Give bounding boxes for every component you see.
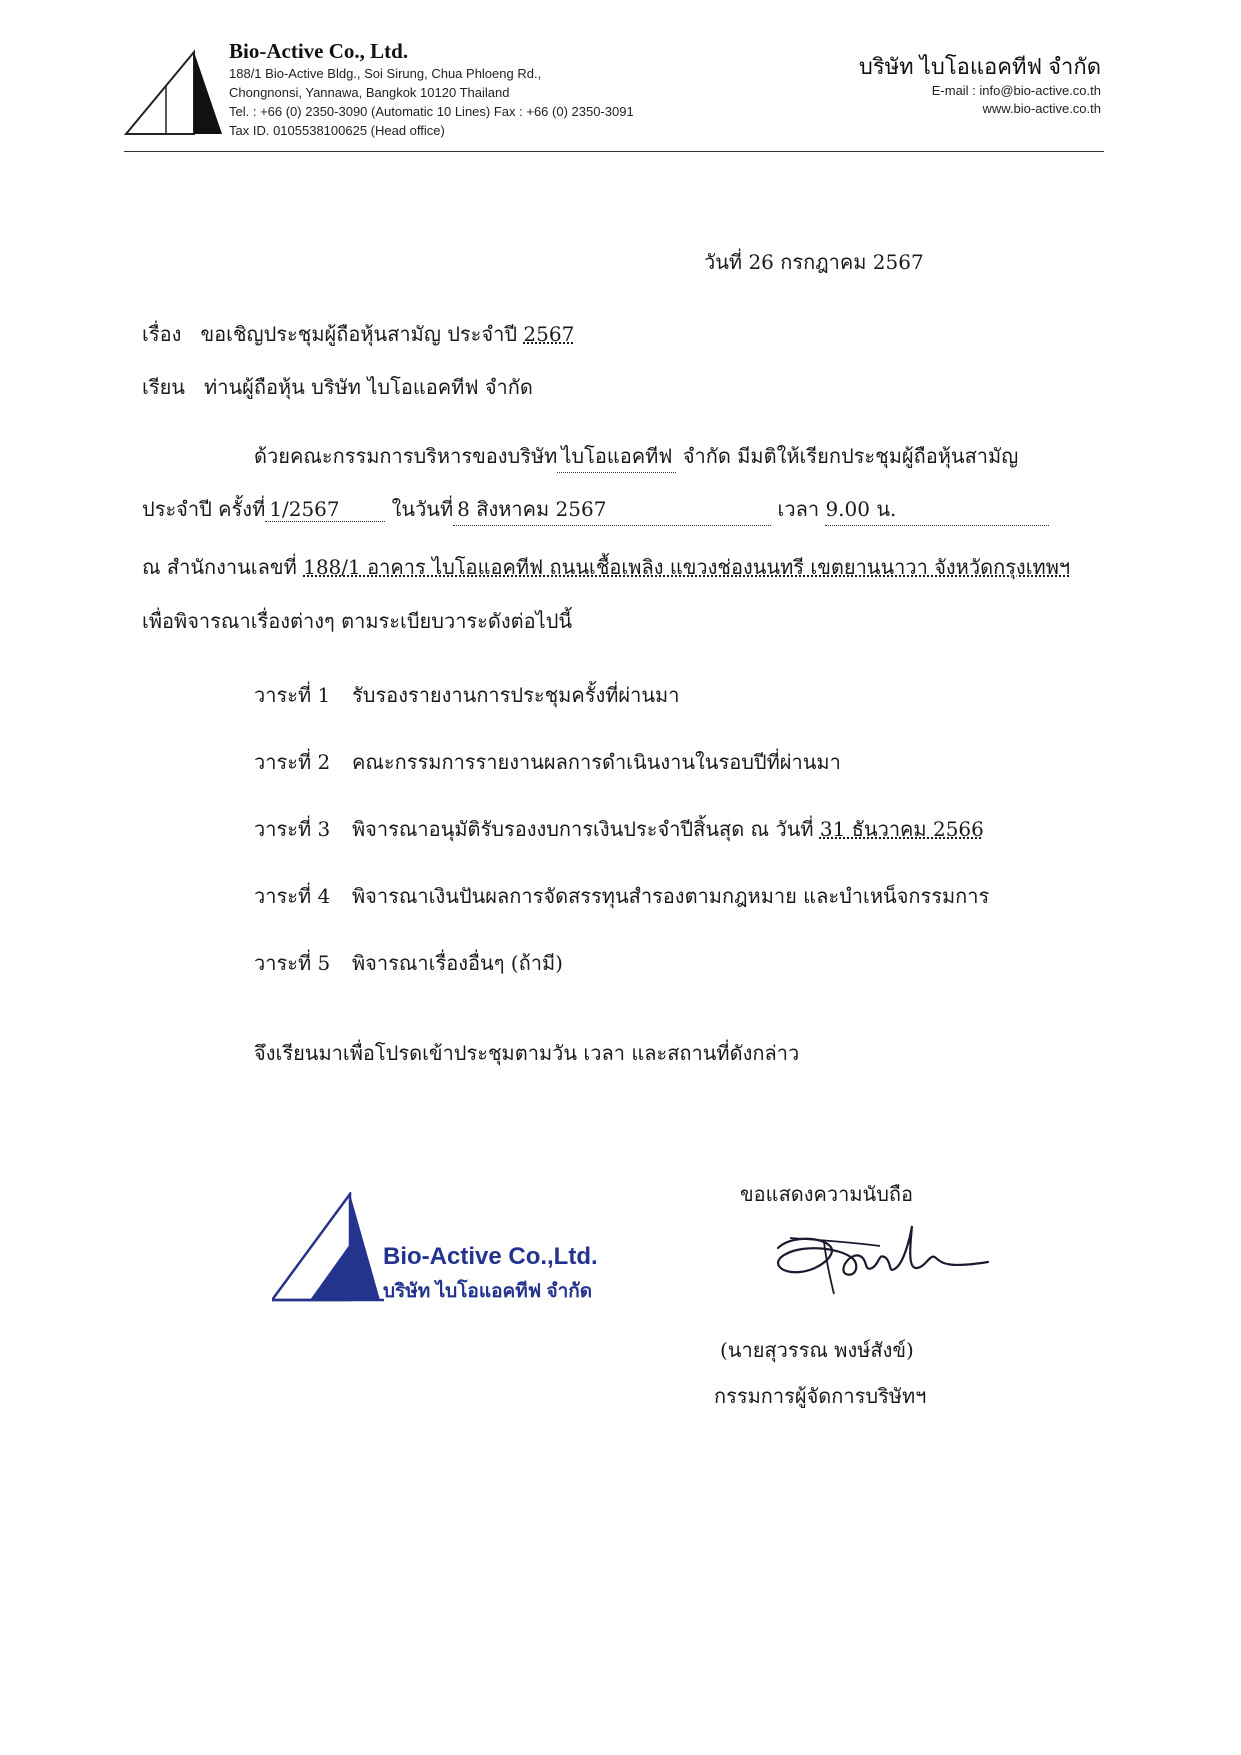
phone-line: Tel. : +66 (0) 2350-3090 (Automatic 10 Lines) Fax : +66 (0) 2350-3091 (229, 104, 634, 119)
company-name: Bio-Active Co., Ltd. (229, 39, 409, 63)
meeting-place: 188/1 อาคาร ไบโอแอคทีฟ ถนนเชื้อเพลิง แขวงช่องนนทรี เขตยานนาวา จังหวัดกรุงเทพฯ (303, 555, 1071, 579)
signer-name: (นายสุวรรณ พงษ์สังข์) (720, 1338, 914, 1362)
agenda-item (254, 880, 989, 912)
address-line: 188/1 Bio-Active Bldg., Soi Sirung, Chua Phloeng Rd., (229, 66, 542, 81)
paragraph-line-1 (254, 440, 1018, 473)
paragraph-text: จำกัด มีมติให้เรียกประชุมผู้ถือหุ้นสามัญ (682, 444, 1019, 468)
meeting-time: 9.00 น. (825, 493, 1049, 526)
website-text: www.bio-active.co.th (982, 101, 1101, 116)
recipient-text: ท่านผู้ถือหุ้น บริษัท ไบโอแอคทีฟ จำกัด (204, 375, 533, 399)
subject-label: เรื่อง (142, 322, 182, 346)
paragraph-text: เวลา (777, 497, 820, 521)
agenda-text: พิจารณาเงินปันผลการจัดสรรทุนสำรองตามกฎหมาย และบำเหน็จกรรมการ (352, 884, 990, 908)
header-divider (124, 151, 1104, 152)
agenda-text: คณะกรรมการรายงานผลการดำเนินงานในรอบปีที่ผ่านมา (352, 750, 841, 774)
agenda-item (254, 947, 563, 979)
recipient-label: เรียน (142, 375, 185, 399)
agenda-item (254, 746, 841, 778)
stamp-name-en: Bio-Active Co.,Ltd. (383, 1243, 598, 1270)
paragraph-text: ในวันที่ (391, 497, 454, 521)
company-name-thai: บริษัท ไบโอแอคทีฟ จำกัด (858, 54, 1101, 79)
subject-text: ขอเชิญประชุมผู้ถือหุ้นสามัญ ประจำปี (200, 322, 518, 346)
header-contact (859, 52, 1101, 118)
paragraph-line-3 (142, 551, 1070, 583)
address-line: Chongnonsi, Yannawa, Bangkok 10120 Thailand (229, 85, 510, 100)
company-fill: ไบโอแอคทีฟ (557, 440, 676, 473)
paragraph-line-2 (142, 493, 1049, 526)
agenda-item (254, 679, 679, 711)
stamp-name-th: บริษัท ไบโอแอคทีฟ จำกัด (383, 1281, 593, 1302)
company-logo-icon (124, 46, 224, 136)
agenda-text: รับรองรายงานการประชุมครั้งที่ผ่านมา (352, 683, 680, 707)
tax-id-line: Tax ID. 0105538100625 (Head office) (229, 123, 445, 138)
recipient-line (142, 371, 533, 403)
company-info (229, 38, 769, 140)
agenda-date: 31 ธันวาคม 2566 (819, 817, 984, 841)
agenda-number: วาระที่ 2 (254, 750, 331, 774)
paragraph-text: ประจำปี ครั้งที่ (142, 497, 266, 521)
paragraph-line-4: เพื่อพิจารณาเรื่องต่างๆ ตามระเบียบวาระดังต่อไปนี้ (142, 609, 573, 633)
regards-text: ขอแสดงความนับถือ (740, 1182, 914, 1206)
agenda-text: พิจารณาเรื่องอื่นๆ (ถ้ามี) (352, 951, 563, 975)
meeting-date: 8 สิงหาคม 2567 (453, 493, 771, 526)
subject-year: 2567 (523, 322, 575, 346)
agenda-number: วาระที่ 4 (254, 884, 331, 908)
closing-line: จึงเรียนมาเพื่อโปรดเข้าประชุมตามวัน เวลา และสถานที่ดังกล่าว (254, 1041, 800, 1065)
paragraph-text: ด้วยคณะกรรมการบริหารของบริษัท (254, 444, 558, 468)
paragraph-text: ณ สำนักงานเลขที่ (142, 555, 297, 579)
agenda-text: พิจารณาอนุมัติรับรองงบการเงินประจำปีสิ้นสุด ณ วันที่ (352, 817, 814, 841)
subject-line (142, 318, 574, 350)
agenda-item (254, 813, 984, 845)
agenda-number: วาระที่ 3 (254, 817, 331, 841)
email-text: E-mail : info@bio-active.co.th (931, 83, 1101, 98)
handwritten-signature-icon (760, 1218, 1000, 1298)
signer-position: กรรมการผู้จัดการบริษัทฯ (714, 1384, 927, 1408)
agenda-number: วาระที่ 1 (254, 683, 331, 707)
agenda-number: วาระที่ 5 (254, 951, 331, 975)
letter-date: วันที่ 26 กรกฎาคม 2567 (704, 250, 924, 274)
meeting-number: 1/2567 (265, 497, 385, 522)
